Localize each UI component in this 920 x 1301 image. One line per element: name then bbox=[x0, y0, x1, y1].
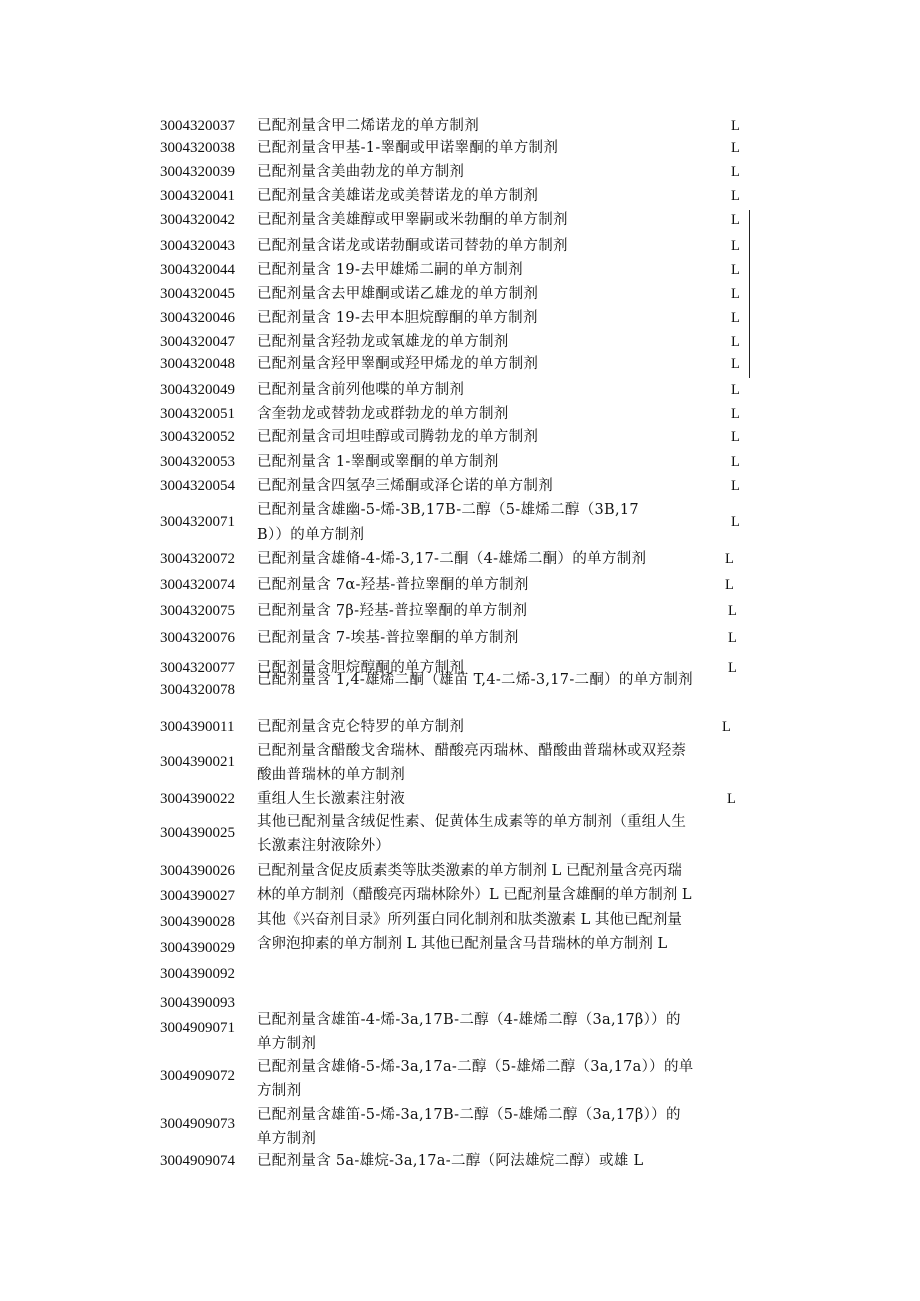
code-cell: 3004390027 bbox=[160, 888, 235, 904]
code-cell: 3004390029 bbox=[160, 940, 235, 956]
description-cell: 已配剂量含去甲雄酮或诺乙雄龙的单方制剂 bbox=[257, 286, 539, 302]
code-cell: 3004320076 bbox=[160, 630, 235, 646]
paragraph-line: 林的单方制剂（醋酸亮丙瑞林除外）L 已配剂量含雄酮的单方制剂 L bbox=[257, 887, 692, 904]
paragraph-line: 已配剂量含促皮质素类等肽类激素的单方制剂 L 已配剂量含亮丙瑞 bbox=[257, 863, 682, 879]
mark-cell: L bbox=[731, 286, 740, 302]
code-cell: 3004390026 bbox=[160, 863, 235, 879]
description-cell: 已配剂量含诺龙或诺勃酮或诺司替勃的单方制剂 bbox=[257, 238, 568, 254]
code-only-row-clipped bbox=[0, 991, 920, 1011]
mark-cell: L bbox=[731, 140, 740, 156]
description-cell: 已配剂量含四氢孕三烯酮或泽仑诺的单方制剂 bbox=[257, 478, 553, 494]
paragraph-line: 其他《兴奋剂目录》所列蛋白同化制剂和肽类激素 L 其他已配剂量 bbox=[257, 911, 682, 928]
description-cell: 其他已配剂量含绒促性素、促黄体生成素等的单方制剂（重组人生 bbox=[257, 814, 687, 830]
code-cell: 3004320047 bbox=[160, 334, 235, 350]
mark-cell: L bbox=[731, 454, 740, 470]
code-cell: 3004320042 bbox=[160, 212, 235, 228]
description-cell: 已配剂量含 19-去甲本胆烷醇酮的单方制剂 bbox=[257, 310, 538, 326]
description-cell: 已配剂量含胆烷醇酮的单方制剂 bbox=[257, 660, 465, 676]
mark-cell: L bbox=[731, 262, 740, 278]
code-cell: 3004390092 bbox=[160, 966, 235, 982]
mark-cell: L bbox=[725, 551, 734, 567]
description-cell: 方制剂 bbox=[257, 1083, 302, 1099]
mark-cell: L bbox=[731, 164, 740, 180]
description-cell: 已配剂量含雄脩-4-烯-3,17-二酮（4-雄烯二酮）的单方制剂 bbox=[257, 551, 647, 567]
mark-cell: L bbox=[731, 382, 740, 398]
description-cell: 单方制剂 bbox=[257, 1036, 317, 1052]
description-cell: 已配剂量含 5a-雄烷-3a,17a-二醇（阿法雄烷二醇）或雄 L bbox=[257, 1153, 644, 1169]
code-cell: 3004390093 bbox=[160, 995, 235, 1011]
code-cell: 3004909072 bbox=[160, 1068, 235, 1084]
mark-cell: L bbox=[731, 514, 740, 530]
code-cell: 3004320039 bbox=[160, 164, 235, 180]
mark-cell: L bbox=[722, 719, 731, 735]
code-cell: 3004320054 bbox=[160, 478, 235, 494]
code-cell: 3004320052 bbox=[160, 429, 235, 445]
code-cell: 3004320049 bbox=[160, 382, 235, 398]
code-cell: 3004320078 bbox=[160, 682, 235, 698]
mark-cell: L bbox=[731, 334, 740, 350]
code-cell: 3004320072 bbox=[160, 551, 235, 567]
mark-cell: L bbox=[728, 660, 737, 676]
code-cell: 3004320051 bbox=[160, 406, 235, 422]
mark-cell: L bbox=[731, 406, 740, 422]
code-cell: 3004320043 bbox=[160, 238, 235, 254]
mark-cell: L bbox=[728, 603, 737, 619]
description-cell: 重组人生长激素注射液 bbox=[257, 791, 405, 807]
mark-cell: L bbox=[727, 791, 736, 807]
code-cell: 3004320077 bbox=[160, 660, 235, 676]
code-cell: 3004320048 bbox=[160, 356, 235, 372]
code-cell: 3004909073 bbox=[160, 1116, 235, 1132]
description-cell: 已配剂量含甲二烯诺龙的单方制剂 bbox=[257, 118, 479, 134]
code-cell: 3004320037 bbox=[160, 118, 235, 134]
code-cell: 3004390011 bbox=[160, 719, 235, 735]
description-cell: 已配剂量含雄脩-5-烯-3a,17a-二醇（5-雄烯二醇（3a,17a））的单 bbox=[257, 1059, 694, 1075]
description-cell: 已配剂量含司坦哇醇或司腾勃龙的单方制剂 bbox=[257, 429, 539, 445]
description-cell: 已配剂量含美雄诺龙或美替诺龙的单方制剂 bbox=[257, 188, 539, 204]
description-cell: 已配剂量含 7-埃基-普拉睾酮的单方制剂 bbox=[257, 630, 519, 646]
code-cell: 3004320071 bbox=[160, 514, 235, 530]
code-cell: 3004390021 bbox=[160, 754, 235, 770]
description-cell: 已配剂量含雄笛-5-烯-3a,17B-二醇（5-雄烯二醇（3a,17β））的 bbox=[257, 1107, 681, 1123]
mark-cell: L bbox=[731, 118, 740, 134]
description-cell: 已配剂量含前列他喋的单方制剂 bbox=[257, 382, 465, 398]
paragraph-line: 含卵泡抑素的单方制剂 L 其他已配剂量含马昔瑞林的单方制剂 L bbox=[257, 936, 668, 953]
description-cell: 已配剂量含雄笛-4-烯-3a,17B-二醇（4-雄烯二醇（3a,17β））的 bbox=[257, 1012, 681, 1028]
description-cell: 已配剂量含 7α-羟基-普拉睾酮的单方制剂 bbox=[257, 577, 529, 593]
mark-cell: L bbox=[731, 188, 740, 204]
vertical-rule bbox=[749, 210, 750, 378]
description-cell: 已配剂量含 19-去甲雄烯二嗣的单方制剂 bbox=[257, 262, 523, 278]
mark-cell: L bbox=[731, 212, 740, 228]
mark-cell: L bbox=[728, 630, 737, 646]
merged-paragraph bbox=[257, 859, 757, 957]
mark-cell: L bbox=[731, 429, 740, 445]
description-cell: B））的单方制剂 bbox=[257, 527, 365, 543]
code-cell: 3004909074 bbox=[160, 1153, 235, 1169]
code-cell: 3004909071 bbox=[160, 1020, 235, 1036]
code-cell: 3004320041 bbox=[160, 188, 235, 204]
code-cell: 3004320044 bbox=[160, 262, 235, 278]
code-cell: 3004320038 bbox=[160, 140, 235, 156]
code-cell: 3004320045 bbox=[160, 286, 235, 302]
description-cell: 已配剂量含克仑特罗的单方制剂 bbox=[257, 719, 465, 735]
description-cell: 已配剂量含美雄醇或甲睾嗣或米勃酮的单方制剂 bbox=[257, 212, 568, 228]
code-cell: 3004390025 bbox=[160, 825, 235, 841]
description-cell: 已配剂量含美曲勃龙的单方制剂 bbox=[257, 164, 465, 180]
mark-cell: L bbox=[731, 310, 740, 326]
mark-cell: L bbox=[725, 577, 734, 593]
description-cell: 已配剂量含雄幽-5-烯-3B,17B-二醇（5-雄烯二醇（3B,17 bbox=[257, 502, 639, 518]
description-cell: 已配剂量含 7β-羟基-普拉睾酮的单方制剂 bbox=[257, 603, 528, 619]
description-cell: 含奎勃龙或替勃龙或群勃龙的单方制剂 bbox=[257, 406, 509, 422]
description-cell: 酸曲普瑞林的单方制剂 bbox=[257, 767, 405, 783]
description-cell: 已配剂量含醋酸戈舍瑞林、醋酸亮丙瑞林、醋酸曲普瑞林或双羟萘 bbox=[257, 743, 687, 759]
mark-cell: L bbox=[731, 238, 740, 254]
mark-cell: L bbox=[731, 478, 740, 494]
description-cell: 已配剂量含 1,4-雄烯二酮（雄苗 T,4-二烯-3,17-二酮）的单方制剂 bbox=[257, 672, 693, 688]
code-cell: 3004320075 bbox=[160, 603, 235, 619]
description-cell: 已配剂量含甲基-1-睾酮或甲诺睾酮的单方制剂 bbox=[257, 140, 559, 156]
code-cell: 3004320046 bbox=[160, 310, 235, 326]
code-cell: 3004390022 bbox=[160, 791, 235, 807]
code-cell: 3004320053 bbox=[160, 454, 235, 470]
description-cell: 单方制剂 bbox=[257, 1131, 317, 1147]
mark-cell: L bbox=[731, 356, 740, 372]
code-cell: 3004390028 bbox=[160, 914, 235, 930]
code-cell: 3004320074 bbox=[160, 577, 235, 593]
description-cell: 已配剂量含羟勃龙或氧雄龙的单方制剂 bbox=[257, 334, 509, 350]
description-cell: 已配剂量含羟甲睾酮或羟甲烯龙的单方制剂 bbox=[257, 356, 539, 372]
description-cell: 已配剂量含 1-睾酮或睾酮的单方制剂 bbox=[257, 454, 499, 470]
table-row-clipped bbox=[0, 656, 920, 676]
description-cell: 长激素注射液除外） bbox=[257, 838, 391, 854]
